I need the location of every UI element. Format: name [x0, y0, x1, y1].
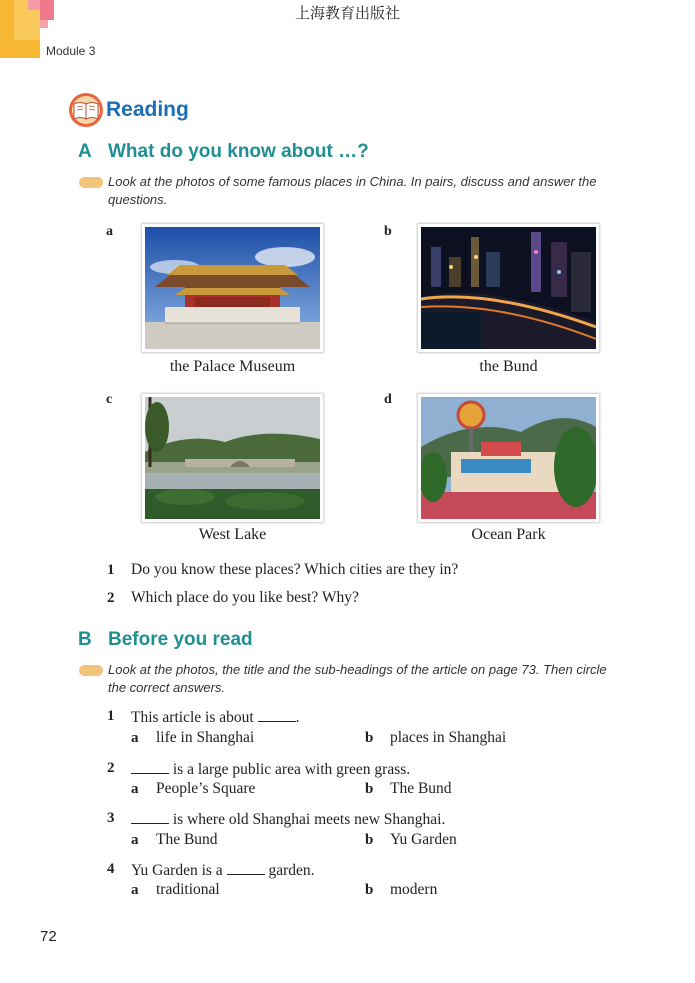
option-text[interactable]: traditional — [156, 881, 220, 898]
option-letter: b — [365, 730, 374, 746]
page-number: 72 — [40, 928, 57, 945]
photo-label-c: c — [106, 392, 113, 407]
instruction-bullet — [79, 177, 103, 188]
option-text[interactable]: People’s Square — [156, 780, 256, 797]
photo-palace-museum — [142, 224, 323, 352]
question-text-after: is where old Shanghai meets new Shanghai. — [172, 811, 446, 828]
question-number: 2 — [107, 590, 115, 606]
option-text[interactable]: life in Shanghai — [156, 729, 255, 746]
question-text-before: Yu Garden is a — [131, 862, 223, 879]
photo-label-b: b — [384, 224, 392, 239]
publisher-name: 上海教育出版社 — [294, 4, 400, 22]
option-text[interactable]: The Bund — [390, 780, 452, 797]
photo-west-lake — [142, 394, 323, 522]
section-a-title: What do you know about …? — [108, 141, 369, 162]
question-stem — [131, 809, 445, 829]
question-text-after: is a large public area with green grass. — [172, 761, 411, 778]
option-letter: b — [365, 832, 374, 848]
section-b-letter: B — [78, 629, 92, 650]
answer-blank — [131, 759, 169, 774]
option-letter: a — [131, 832, 139, 848]
option-text[interactable]: places in Shanghai — [390, 729, 507, 746]
instruction-bullet — [79, 665, 103, 676]
photo-the-bund — [418, 224, 599, 352]
photo-label-a: a — [106, 224, 113, 239]
option-letter: b — [365, 781, 374, 797]
caption-west-lake: West Lake — [198, 526, 267, 543]
question-number: 1 — [107, 562, 115, 578]
option-letter: a — [131, 882, 139, 898]
answer-blank — [227, 860, 265, 875]
caption-palace-museum: the Palace Museum — [169, 358, 296, 375]
photo-label-d: d — [384, 392, 392, 407]
question-stem — [131, 707, 299, 727]
section-b-instruction: Look at the photos, the title and the sub-headings of the article on page 73. Then circle the correct answers. — [108, 662, 607, 695]
section-b-title: Before you read — [108, 629, 253, 650]
section-a-instruction: Look at the photos of some famous places in China. In pairs, discuss and answer the questions. — [108, 174, 597, 207]
question-number: 4 — [107, 861, 115, 877]
caption-the-bund: the Bund — [479, 358, 538, 375]
answer-blank — [258, 707, 296, 722]
option-letter: b — [365, 882, 374, 898]
module-label: Module 3 — [46, 44, 96, 58]
option-text[interactable]: The Bund — [156, 831, 218, 848]
question-number: 3 — [107, 810, 115, 826]
answer-blank — [131, 809, 169, 824]
question-number: 2 — [107, 760, 115, 776]
question-number: 1 — [107, 708, 115, 724]
question-text-after: . — [295, 709, 300, 726]
question-text: Which place do you like best? Why? — [131, 589, 359, 606]
question-stem — [131, 860, 314, 880]
option-text[interactable]: modern — [390, 881, 438, 898]
question-stem — [131, 759, 410, 779]
question-text: Do you know these places? Which cities are they in? — [131, 561, 459, 578]
option-letter: a — [131, 730, 139, 746]
caption-ocean-park: Ocean Park — [471, 526, 546, 543]
reading-title: Reading — [106, 98, 189, 121]
option-letter: a — [131, 781, 139, 797]
question-text-before: This article is about — [131, 709, 254, 726]
photo-ocean-park — [418, 394, 599, 522]
option-text[interactable]: Yu Garden — [390, 831, 457, 848]
section-a-letter: A — [78, 141, 92, 162]
book-icon — [68, 92, 104, 128]
question-text-after: garden. — [268, 862, 315, 879]
